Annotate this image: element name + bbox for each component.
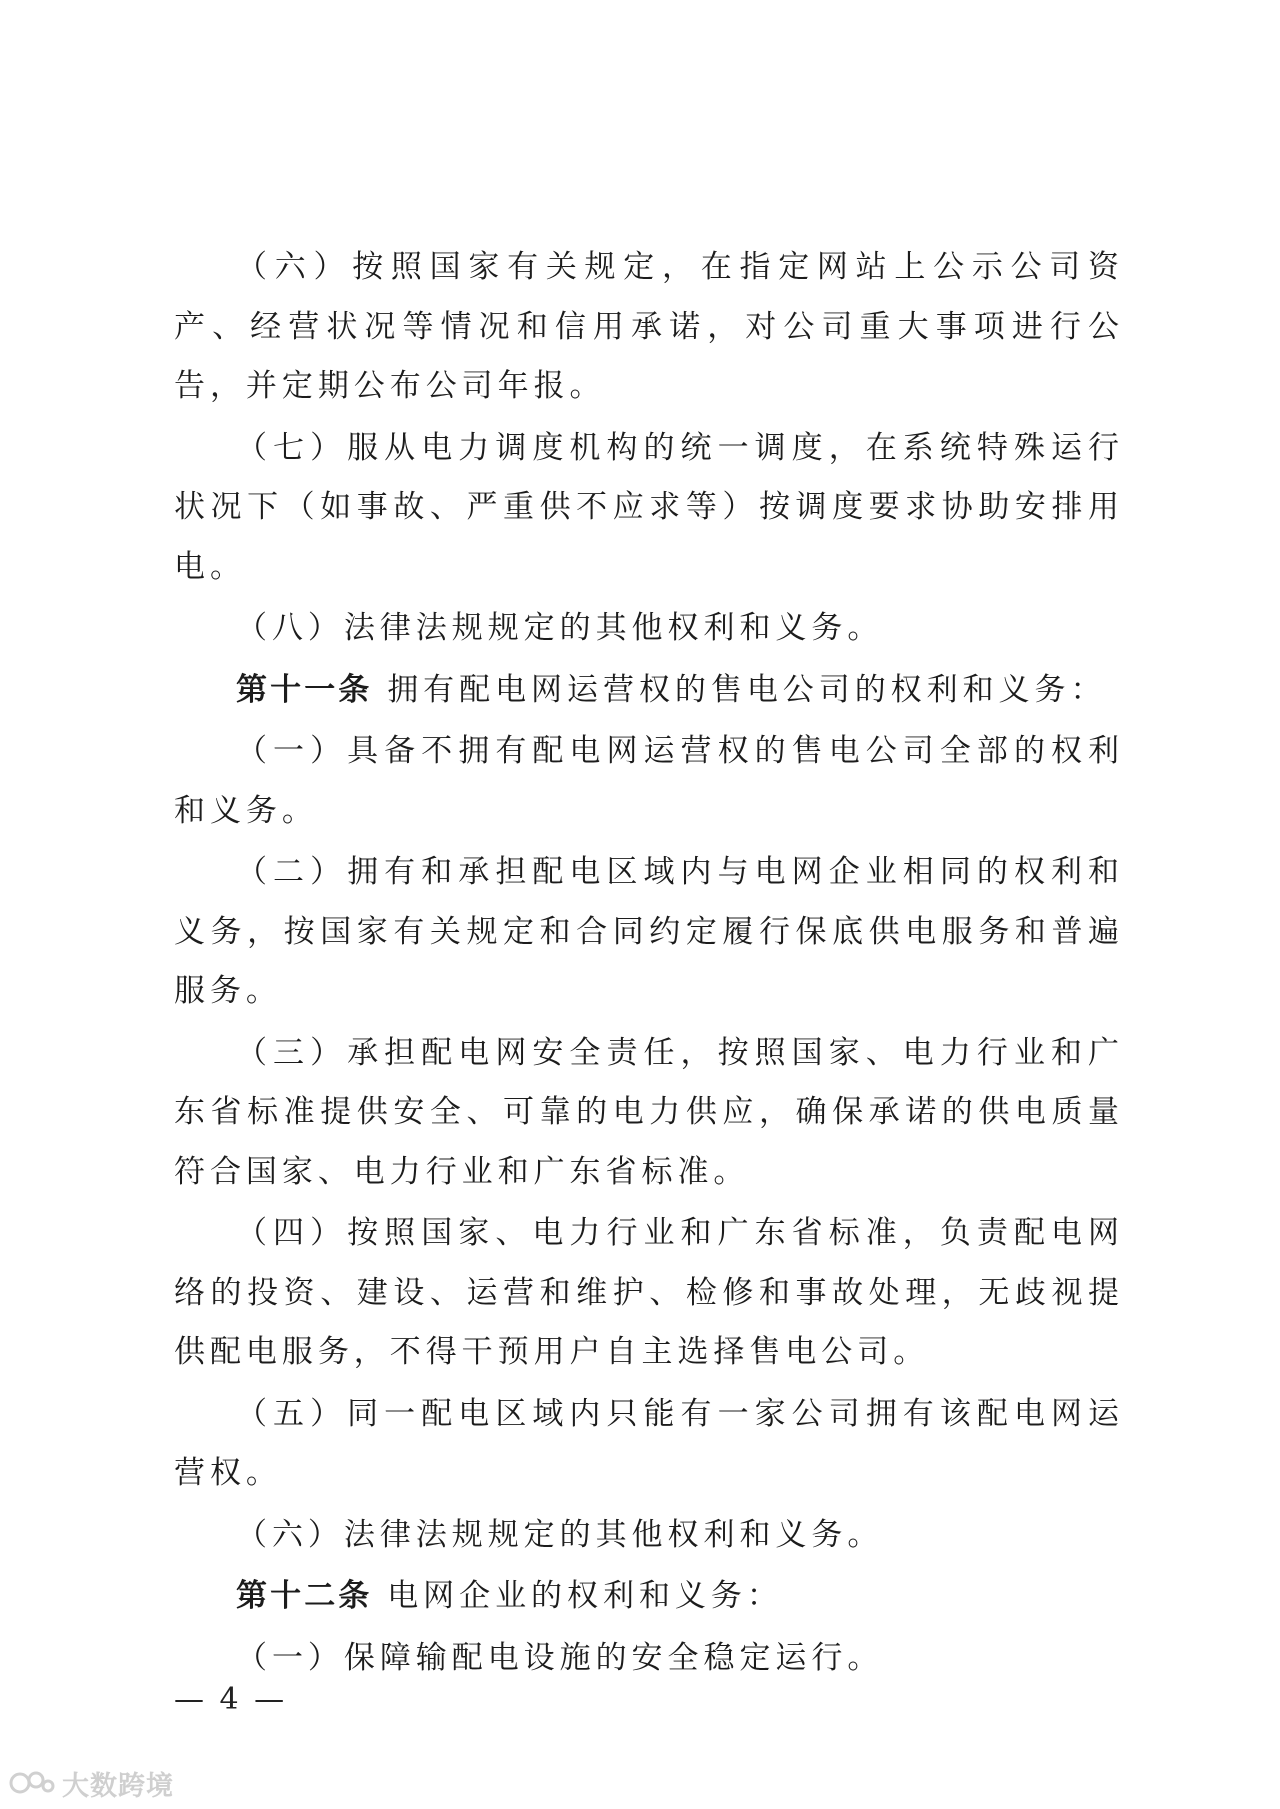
watermark: [8, 1763, 174, 1803]
paragraph-text: （七）服从电力调度机构的统一调度，在系统特殊运行状况下（如事故、严重供不应求等）按调度要求协助安排用电。: [174, 429, 1124, 585]
paragraph-text: （六）按照国家有关规定，在指定网站上公示公司资产、经营状况等情况和信用承诺，对公司重大事项进行公告，并定期公布公司年报。: [174, 249, 1124, 404]
paragraph-text: 拥有配电网运营权的售电公司的权利和义务：: [372, 671, 1107, 708]
paragraph-item-7-dispatch: [174, 419, 1124, 598]
article-11-heading: 第十一条: [236, 671, 373, 708]
document-body: [174, 238, 1124, 1690]
watermark-text: 大数跨境: [62, 1770, 174, 1802]
paragraph-text: （二）拥有和承担配电区域内与电网企业相同的权利和义务，按国家有关规定和合同约定履行保底供电服务和普遍服务。: [174, 854, 1124, 1009]
paragraph-text: （四）按照国家、电力行业和广东省标准，负责配电网络的投资、建设、运营和维护、检修和事故处理，无歧视提供配电服务，不得干预用户自主选择售电公司。: [174, 1215, 1124, 1370]
paragraph-text: 电网企业的权利和义务：: [372, 1578, 783, 1614]
paragraph-item-6-disclosure: [174, 238, 1124, 417]
paragraph-item-5-single-operator: [174, 1385, 1124, 1504]
paragraph-item-2-same-rights: [174, 843, 1124, 1022]
watermark-logo-icon: [8, 1766, 56, 1800]
paragraph-item-1-grid-safety: [174, 1629, 1124, 1689]
article-11: [174, 661, 1124, 721]
paragraph-item-4-investment: [174, 1204, 1124, 1383]
page-number: — 4 —: [174, 1682, 288, 1717]
paragraph-text: （五）同一配电区域内只能有一家公司拥有该配电网运营权。: [174, 1395, 1124, 1491]
article-12-heading: 第十二条: [236, 1578, 373, 1614]
paragraph-text: （一）具备不拥有配电网运营权的售电公司全部的权利和义务。: [174, 733, 1124, 829]
paragraph-text: （一）保障输配电设施的安全稳定运行。: [236, 1639, 884, 1676]
article-12: [174, 1567, 1124, 1627]
paragraph-item-6-other-rights: [174, 1506, 1124, 1566]
paragraph-text: （八）法律法规规定的其他权利和义务。: [236, 610, 884, 646]
paragraph-text: （三）承担配电网安全责任，按照国家、电力行业和广东省标准提供安全、可靠的电力供应，确保承诺的供电质量符合国家、电力行业和广东省标准。: [174, 1034, 1124, 1190]
paragraph-text: （六）法律法规规定的其他权利和义务。: [236, 1516, 884, 1553]
paragraph-item-8-other-rights: [174, 599, 1124, 659]
paragraph-item-1-full-rights: [174, 722, 1124, 841]
paragraph-item-3-safety: [174, 1024, 1124, 1203]
